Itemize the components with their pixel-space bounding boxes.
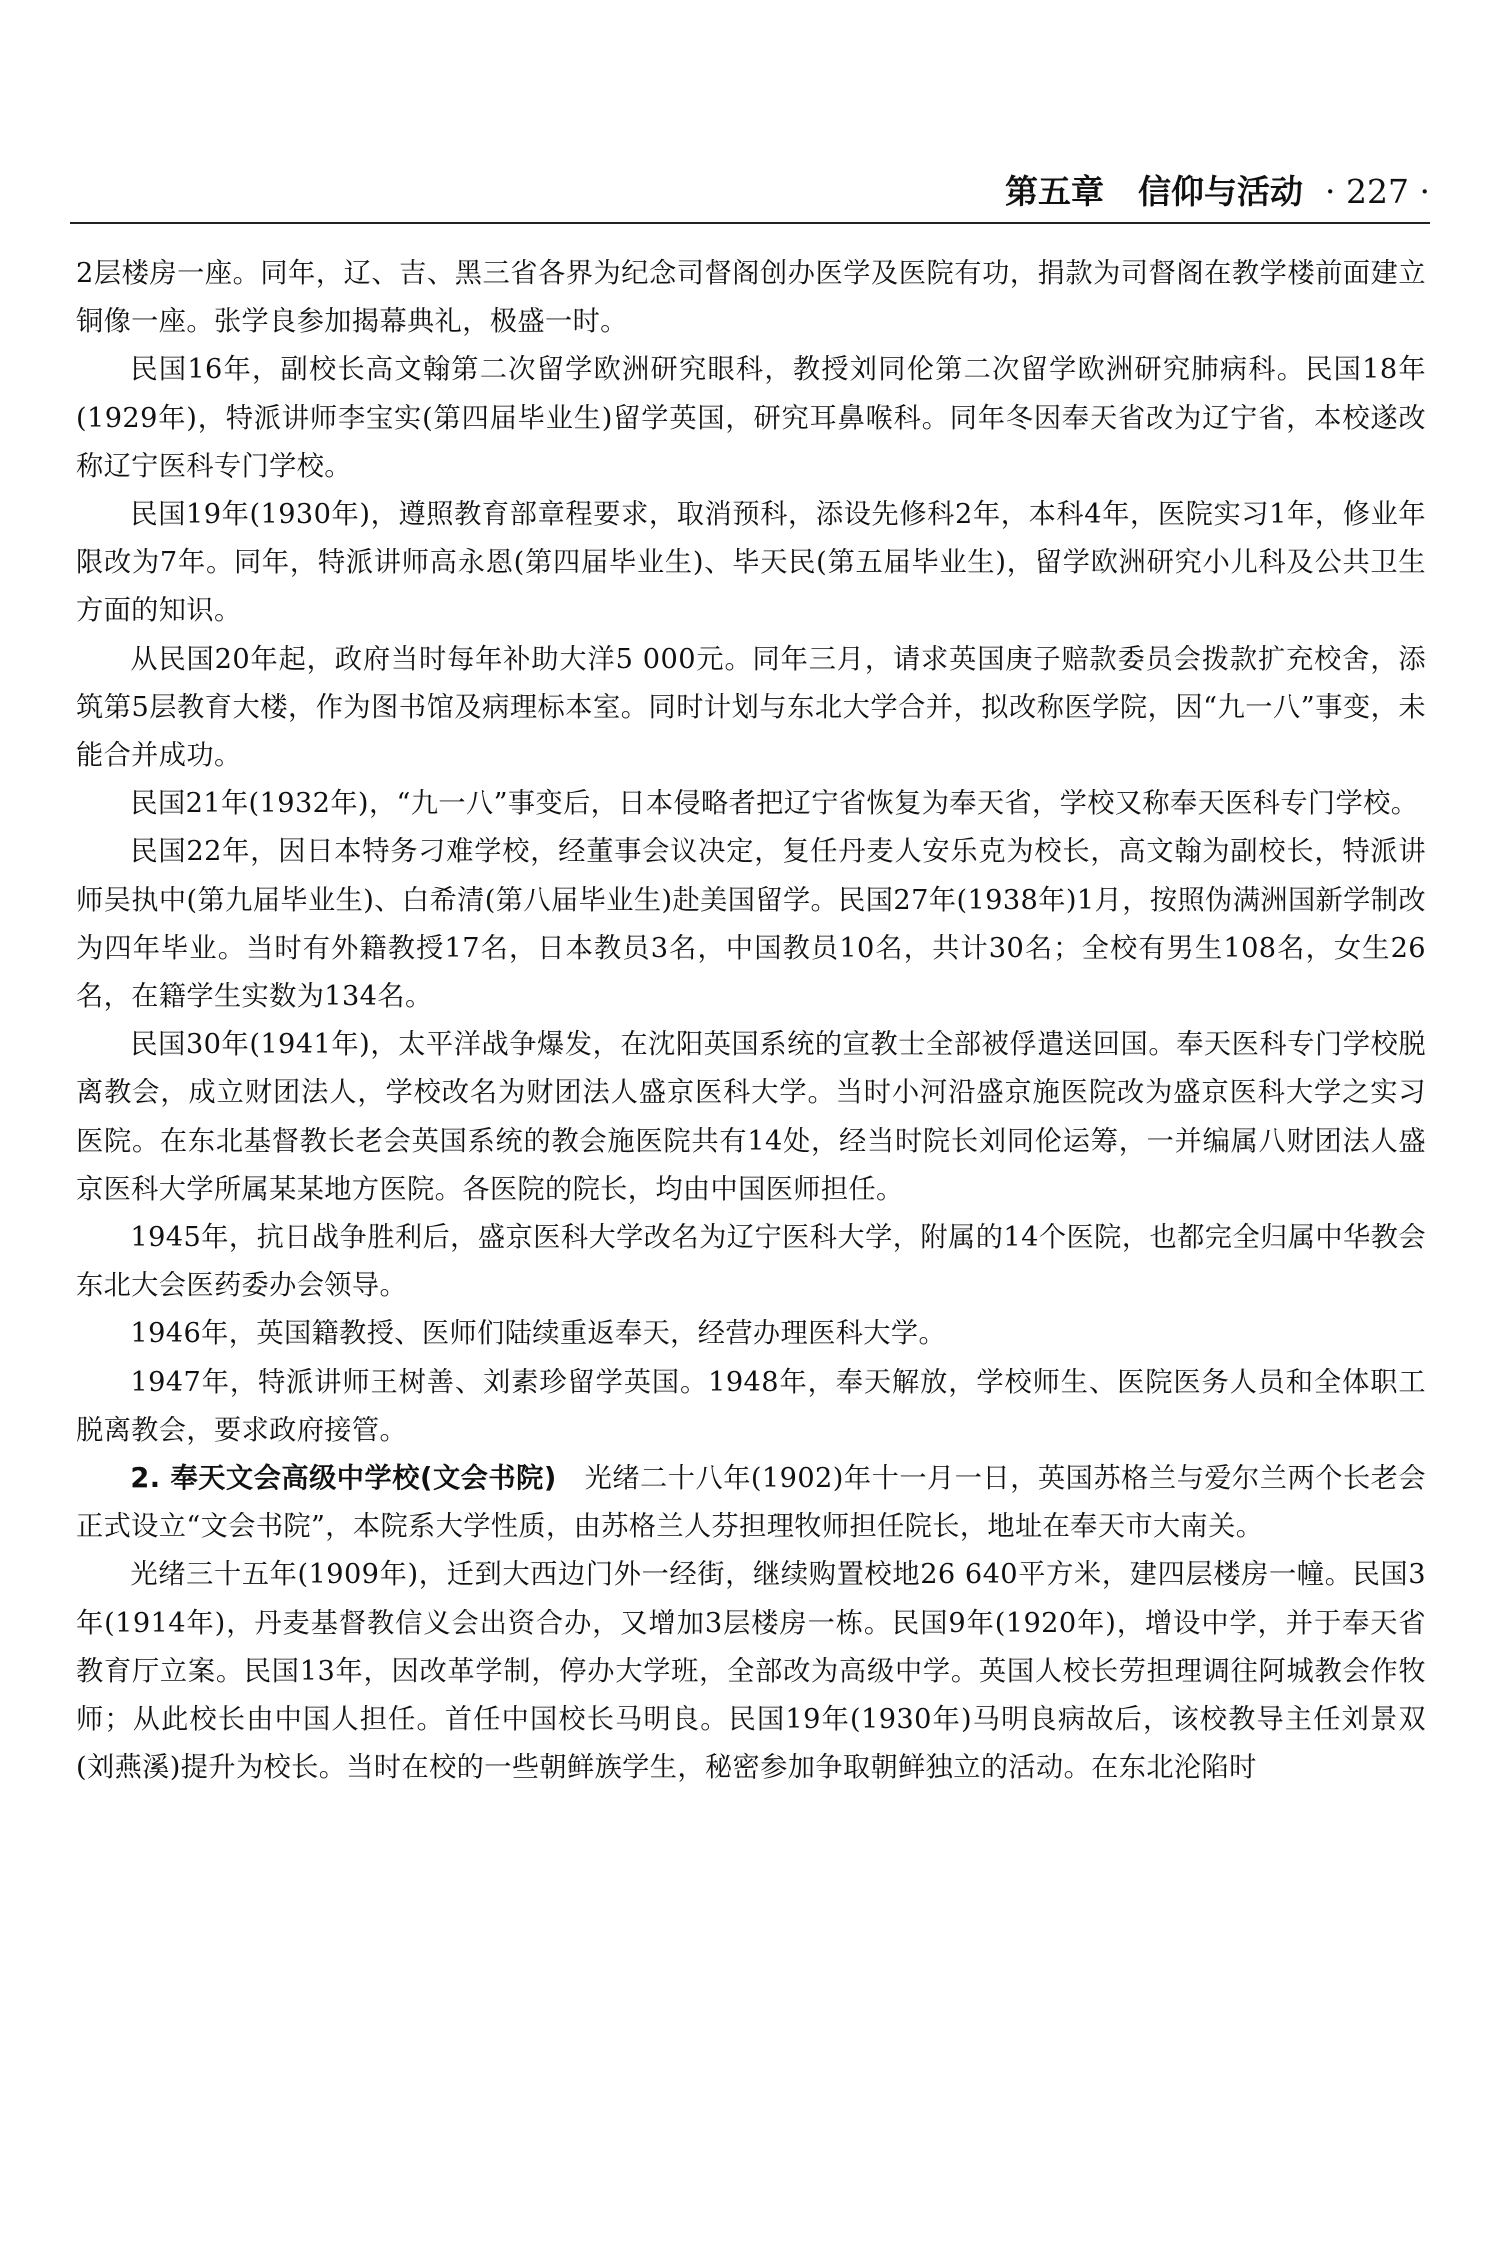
- paragraph: 从民国20年起，政府当时每年补助大洋5 000元。同年三月，请求英国庚子赔款委员会拨款扩充校舍，添筑第5层教育大楼，作为图书馆及病理标本室。同时计划与东北大学合并，拟改称医学院，因“九一八”事变，未能合并成功。: [76, 643, 1426, 772]
- page-body: [76, 250, 1426, 1784]
- paragraph: 民国19年(1930年)，遵照教育部章程要求，取消预科，添设先修科2年，本科4年，医院实习1年，修业年限改为7年。同年，特派讲师高永恩(第四届毕业生)、毕天民(第五届毕业生)，留学欧洲研究小儿科及公共卫生方面的知识。: [76, 499, 1426, 627]
- section-text: 光绪二十八年(1902)年十一月一日，英国苏格兰与爱尔兰两个长老会正式设立“文会书院”，本院系大学性质，由苏格兰人芬担理牧师担任院长，地址在奉天市大南关。: [76, 1463, 1426, 1543]
- section-heading: 2. 奉天文会高级中学校(文会书院): [130, 1463, 557, 1495]
- paragraph: 1945年，抗日战争胜利后，盛京医科大学改名为辽宁医科大学，附属的14个医院，也都完全归属中华教会东北大会医药委办会领导。: [76, 1222, 1426, 1302]
- paragraph: 民国16年，副校长高文翰第二次留学欧洲研究眼科，教授刘同伦第二次留学欧洲研究肺病科。民国18年(1929年)，特派讲师李宝实(第四届毕业生)留学英国，研究耳鼻喉科。同年冬因奉天省改为辽宁省，本校遂改称辽宁医科专门学校。: [76, 354, 1426, 482]
- paragraph: 光绪三十五年(1909年)，迁到大西边门外一经街，继续购置校地26 640平方米，建四层楼房一幢。民国3年(1914年)，丹麦基督教信义会出资合办，又增加3层楼房一栋。民国9年(1920年)，增设中学，并于奉天省教育厅立案。民国13年，因改革学制，停办大学班，全部改为高级中学。英国人校长劳担理调往阿城教会作牧师；从此校长由中国人担任。首任中国校长马明良。民国19年(1930年)马明良病故后，该校教导主任刘景双(刘燕溪)提升为校长。当时在校的一些朝鲜族学生，秘密参加争取朝鲜独立的活动。在东北沦陷时: [76, 1559, 1426, 1784]
- paragraph: 民国21年(1932年)，“九一八”事变后，日本侵略者把辽宁省恢复为奉天省，学校又称奉天医科专门学校。: [130, 788, 1419, 820]
- chapter-title: 信仰与活动: [1138, 172, 1304, 211]
- running-header: [70, 162, 1430, 222]
- paragraph: 2层楼房一座。同年，辽、吉、黑三省各界为纪念司督阁创办医学及医院有功，捐款为司督阁在教学楼前面建立铜像一座。张学良参加揭幕典礼，极盛一时。: [76, 258, 1426, 338]
- header-rule: [70, 222, 1430, 224]
- page-number: · 227 ·: [1325, 172, 1430, 211]
- chapter-label: 第五章: [1005, 172, 1105, 211]
- paragraph: 民国30年(1941年)，太平洋战争爆发，在沈阳英国系统的宣教士全部被俘遣送回国。奉天医科专门学校脱离教会，成立财团法人，学校改名为财团法人盛京医科大学。当时小河沿盛京施医院改为盛京医科大学之实习医院。在东北基督教长老会英国系统的教会施医院共有14处，经当时院长刘同伦运筹，一并编属八财团法人盛京医科大学所属某某地方医院。各医院的院长，均由中国医师担任。: [76, 1029, 1426, 1205]
- paragraph: 1946年，英国籍教授、医师们陆续重返奉天，经营办理医科大学。: [130, 1318, 947, 1350]
- paragraph: 民国22年，因日本特务刁难学校，经董事会议决定，复任丹麦人安乐克为校长，高文翰为副校长，特派讲师吴执中(第九届毕业生)、白希清(第八届毕业生)赴美国留学。民国27年(1938年)1月，按照伪满洲国新学制改为四年毕业。当时有外籍教授17名，日本教员3名，中国教员10名，共计30名；全校有男生108名，女生26名，在籍学生实数为134名。: [76, 836, 1426, 1013]
- paragraph: 1947年，特派讲师王树善、刘素珍留学英国。1948年，奉天解放，学校师生、医院医务人员和全体职工脱离教会，要求政府接管。: [76, 1366, 1426, 1446]
- section-paragraph: [76, 1455, 1426, 1551]
